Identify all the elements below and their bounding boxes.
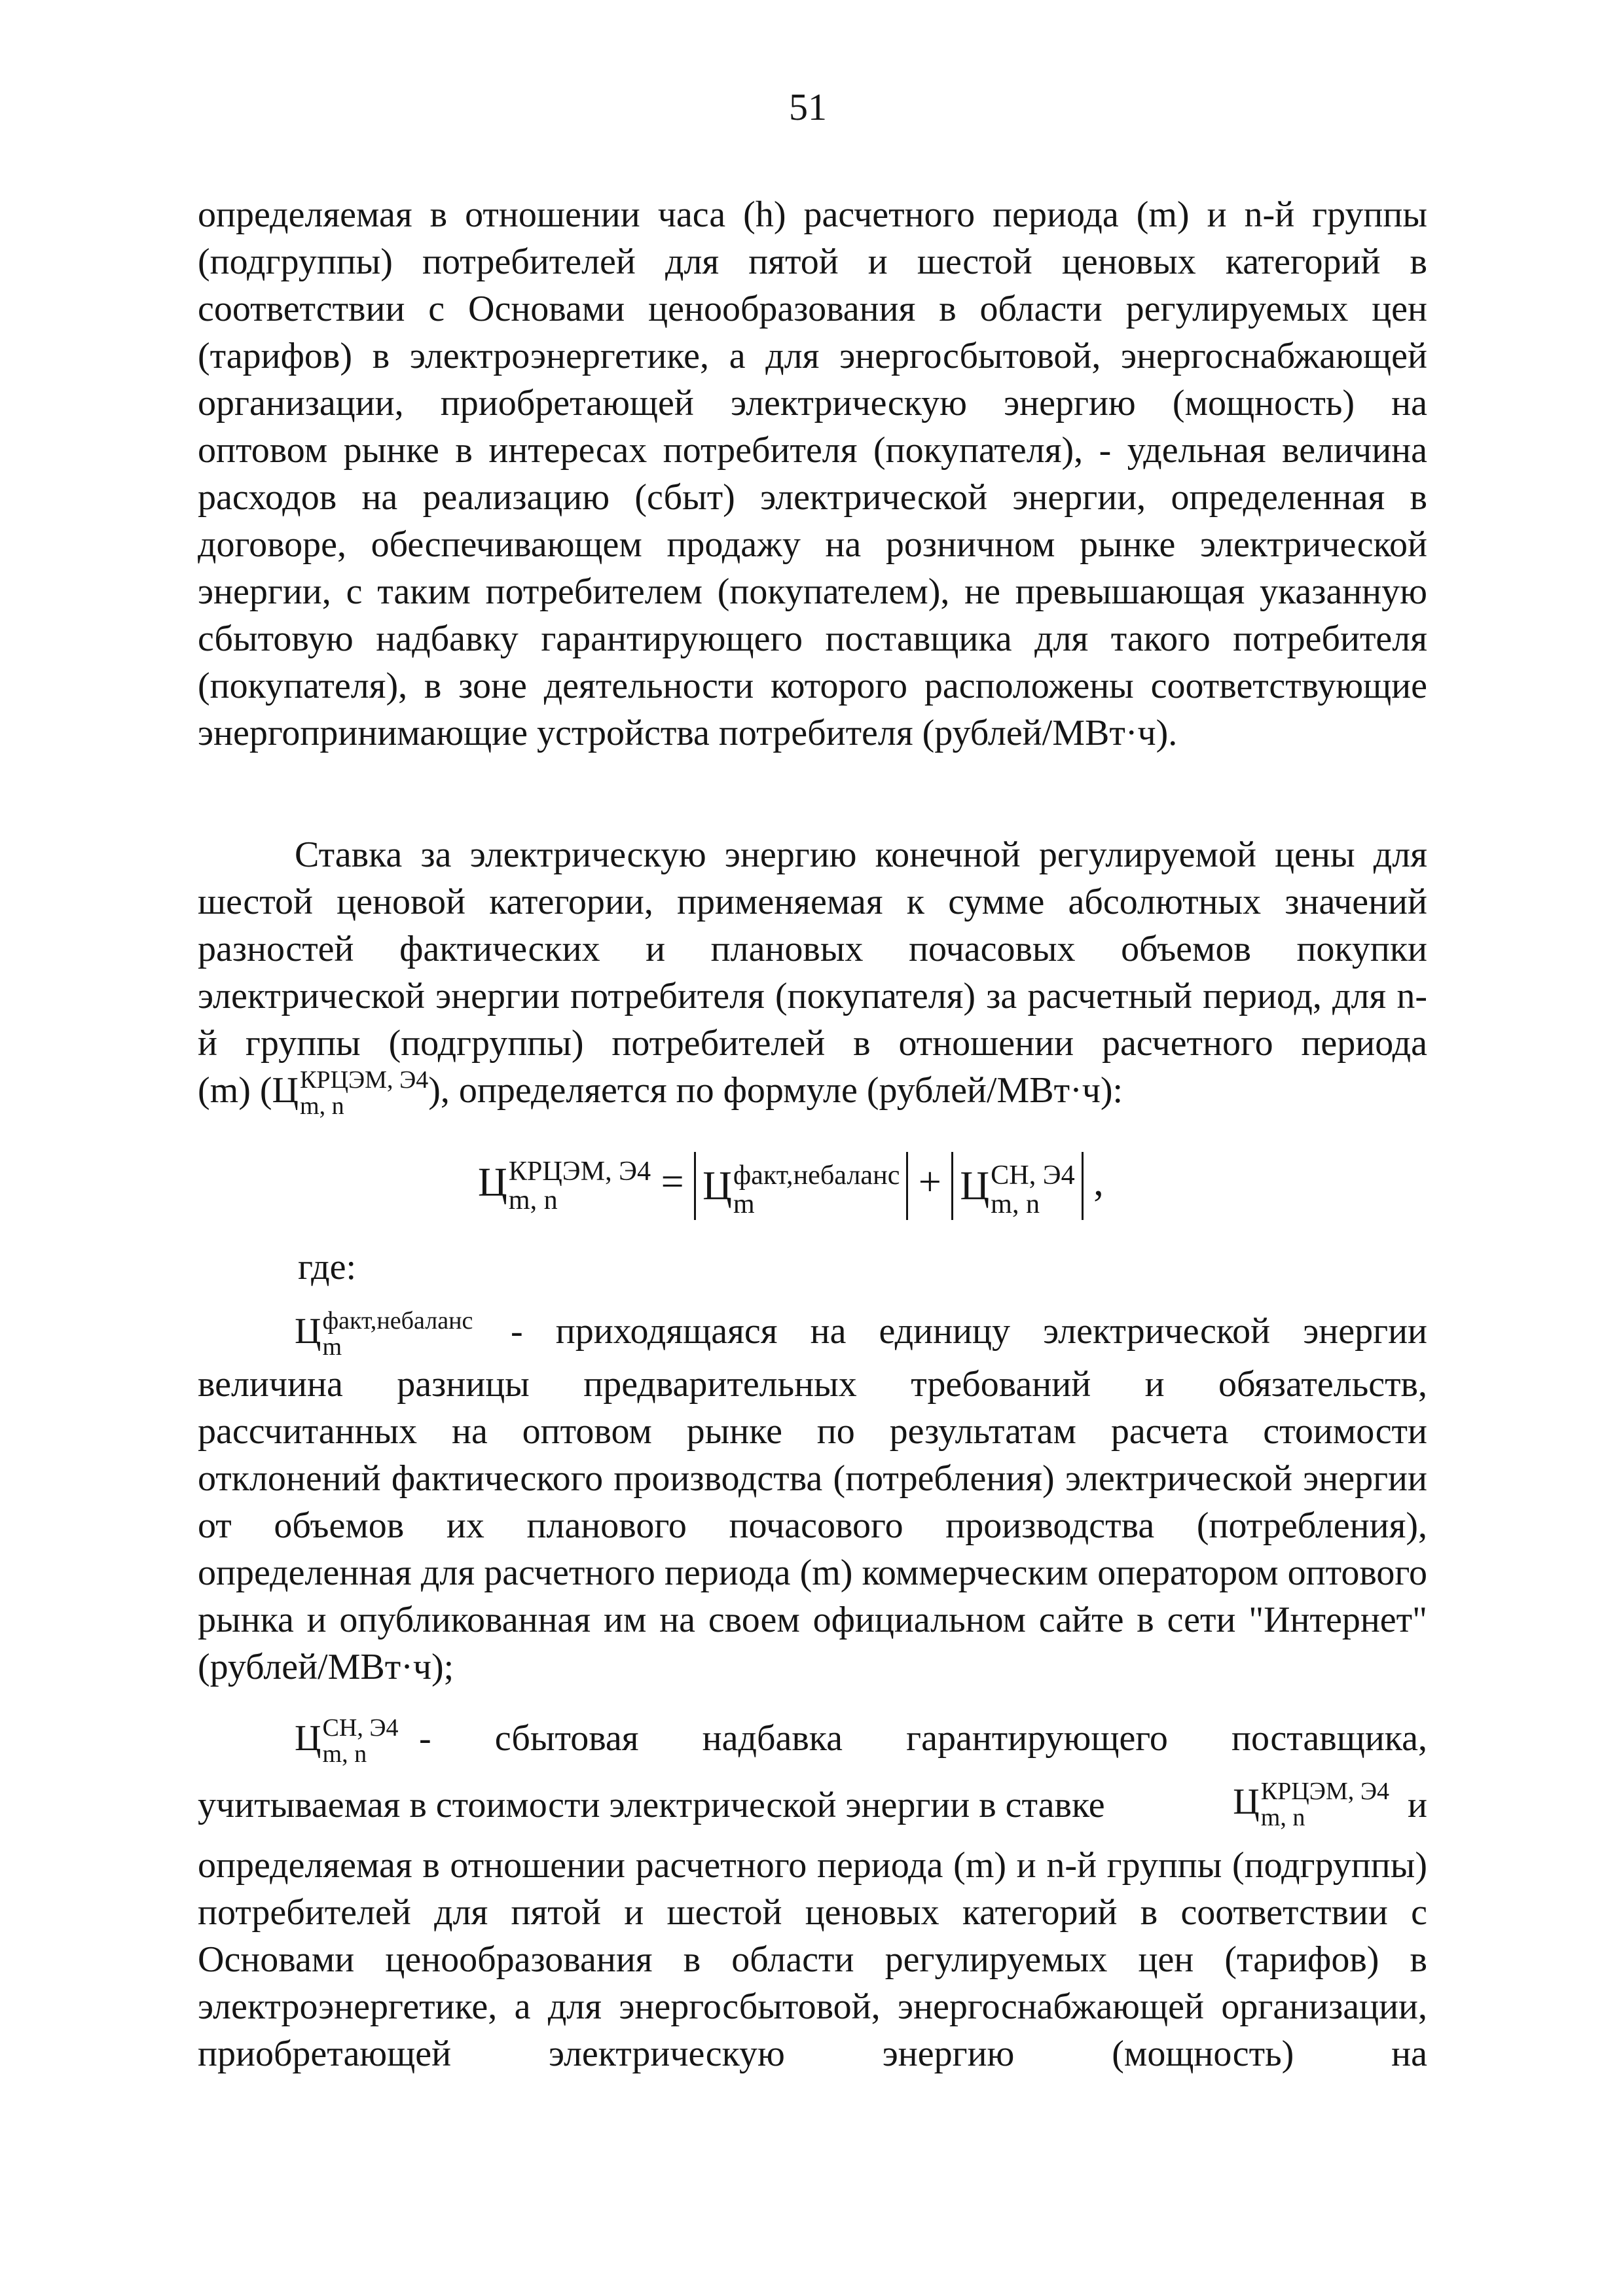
symbol-indices [322, 1715, 398, 1768]
subscript: m, n [508, 1185, 558, 1215]
sn-symbol [960, 1152, 1074, 1220]
subscript: m [322, 1333, 342, 1361]
symbol-letter: Ц [960, 1164, 990, 1208]
subscript: m, n [322, 1740, 367, 1768]
rate-suffix: ), определяется по формуле (рублей/МВт·ч): [428, 1070, 1123, 1111]
equals-sign: = [661, 1160, 684, 1205]
definition-fact-line [295, 1308, 1427, 1361]
definition-sn-text: учитываемая в стоимости электрической энергии в ставке [198, 1784, 1105, 1825]
absolute-fact-term [694, 1152, 908, 1220]
rate-prefix: (m) ( [198, 1070, 272, 1111]
superscript: факт,небаланс [322, 1307, 473, 1335]
superscript: СН, Э4 [322, 1714, 399, 1742]
krcem-symbol [1233, 1778, 1389, 1831]
symbol-indices [733, 1161, 900, 1219]
definition-sn-line-2 [198, 1778, 1427, 1831]
subscript: m, n [299, 1092, 344, 1121]
symbol-indices [322, 1308, 473, 1361]
superscript: факт,небаланс [733, 1159, 900, 1191]
rate-paragraph-text: Ставка за электрическую энергию конечной регулируемой цены для шестой ценовой категории, применяемая к сумме абсолютных значений разностей фактических и плановых почасовых объемов покупки электрической энергии потребителя (покупателя) за расчетный период, для n-й группы (подгруппы) потребителей в отношении расчетного периода [198, 834, 1427, 1064]
fact-symbol [702, 1152, 900, 1220]
symbol-letter: Ц [478, 1160, 507, 1205]
formula-comma: , [1093, 1160, 1104, 1205]
rate-paragraph-last-line [198, 1067, 1427, 1120]
symbol-indices [509, 1157, 651, 1215]
paragraph-continuation [198, 191, 1427, 757]
superscript: КРЦЭМ, Э4 [508, 1155, 651, 1187]
definition-fact-rest: величина разницы предварительных требований и обязательств, рассчитанных на оптовом рынке по результатам расчета стоимости отклонений фактического производства (потребления) электрической энергии от объемов их планового почасового производства (потребления), определенная для расчетного периода (m) коммерческим оператором оптового рынка и опубликованная им на своем официальном сайте в сети "Интернет" (рублей/МВт·ч); [198, 1364, 1427, 1688]
definition-sn-first: - сбытовая надбавка гарантирующего поставщика, [419, 1718, 1427, 1759]
symbol-indices [300, 1067, 428, 1120]
symbol-indices [991, 1161, 1075, 1219]
definition-sn-rest: определяемая в отношении расчетного периода (m) и n-й группы (подгруппы) потребителей для пятой и шестой ценовых категорий в соответствии с Основами ценообразования в области регулируемых цен (тарифов) в электроэнергетике, а для энергосбытовой, энергоснабжающей организации, приобретающей электрическую энергию (мощность) на [198, 1845, 1427, 2075]
where-label: где: [298, 1247, 357, 1287]
symbol-letter: Ц [272, 1070, 299, 1111]
symbol-letter: Ц [295, 1311, 321, 1352]
plus-sign: + [918, 1160, 941, 1205]
formula [478, 1152, 1104, 1220]
sn-symbol [295, 1715, 419, 1768]
rate-paragraph [198, 831, 1427, 1120]
definition-sn [198, 1715, 1427, 2077]
definition-fact-first: - приходящаяся на единицу электрической энергии [511, 1311, 1427, 1352]
subscript: m [733, 1188, 755, 1219]
symbol-letter: Ц [1233, 1782, 1260, 1823]
superscript: КРЦЭМ, Э4 [299, 1066, 429, 1094]
krcem-symbol [272, 1067, 429, 1120]
superscript: КРЦЭМ, Э4 [1260, 1778, 1390, 1806]
page-number: 51 [789, 86, 827, 128]
symbol-indices [1261, 1779, 1389, 1831]
conjunction: и [1408, 1784, 1427, 1825]
fact-symbol [295, 1308, 511, 1361]
superscript: СН, Э4 [991, 1159, 1075, 1191]
definition-sn-line [295, 1715, 1427, 1768]
subscript: m, n [991, 1188, 1040, 1219]
symbol-letter: Ц [295, 1718, 321, 1759]
symbol-letter: Ц [702, 1164, 732, 1208]
subscript: m, n [1260, 1804, 1305, 1832]
definition-fact [198, 1308, 1427, 1691]
paragraph-text: определяемая в отношении часа (h) расчетного периода (m) и n-й группы (подгруппы) потребителей для пятой и шестой ценовых категорий в соответствии с Основами ценообразования в области регулируемых цен (тарифов) в электроэнергетике, а для энергосбытовой, энергоснабжающей организации, приобретающей электрическую энергию (мощность) на оптовом рынке в интересах потребителя (покупателя), - удельная величина расходов на реализацию (сбыт) электрической энергии, определенная в договоре, обеспечивающем продажу на розничном рынке электрической энергии, с таким потребителем (покупателем), не превышающая указанную сбытовую надбавку гарантирующего поставщика для такого потребителя (покупателя), в зоне деятельности которого расположены соответствующие энергопринимающие устройства потребителя (рублей/МВт·ч). [198, 194, 1427, 753]
absolute-sn-term [951, 1152, 1083, 1220]
formula-left-symbol [478, 1157, 651, 1215]
